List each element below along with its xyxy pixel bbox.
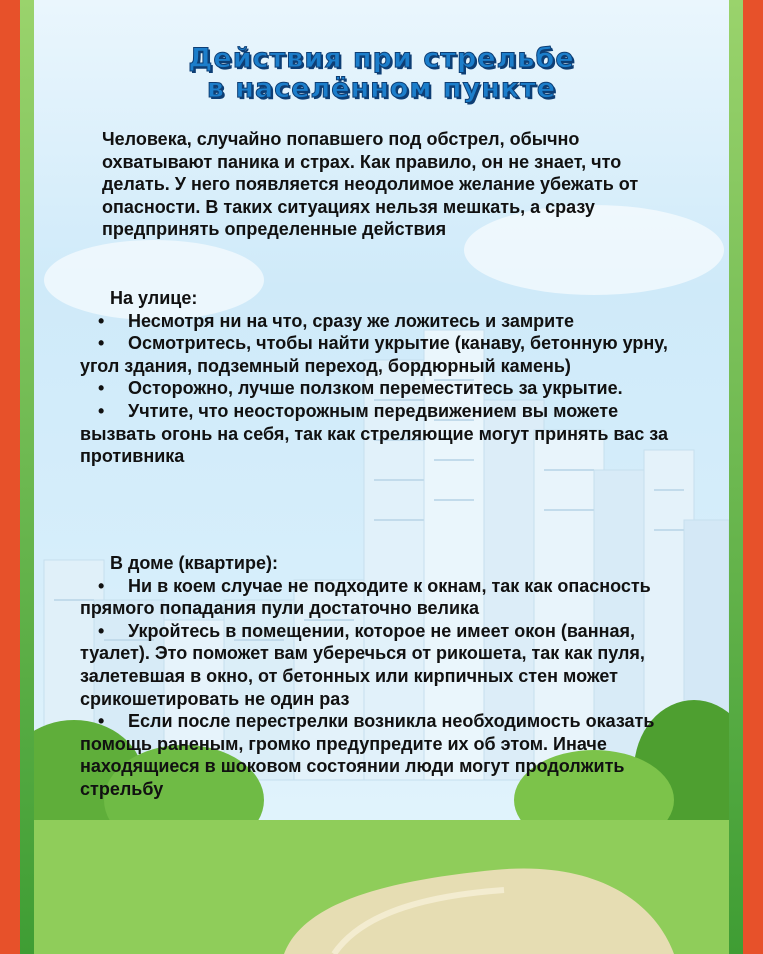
home-bullet-item bbox=[80, 620, 690, 710]
poster-title-line-1: Действия при стрельбе bbox=[188, 43, 575, 74]
bullet-icon: • bbox=[98, 378, 105, 399]
home-section bbox=[80, 552, 690, 801]
home-heading: В доме (квартире): bbox=[110, 553, 278, 573]
frame-right-green-stripe bbox=[729, 0, 743, 954]
street-bullet-text: Осмотритесь, чтобы найти укрытие (канаву, бетонную урну, угол здания, подземный переход, бордюрный камень) bbox=[80, 333, 668, 376]
street-bullet-text: Несмотря ни на что, сразу же ложитесь и замрите bbox=[128, 310, 575, 331]
street-bullet-text: Осторожно, лучше ползком переместитесь за укрытие. bbox=[128, 378, 623, 399]
street-section bbox=[80, 287, 690, 468]
street-bullet-text: Учтите, что неосторожным передвижением вы можете вызвать огонь на себя, так как стреляющие могут принять вас за противника bbox=[80, 400, 668, 467]
street-bullet-item bbox=[80, 310, 690, 333]
street-bullet-item bbox=[80, 400, 690, 468]
poster bbox=[34, 0, 729, 954]
bullet-icon: • bbox=[98, 711, 105, 732]
bullet-icon: • bbox=[98, 400, 105, 421]
intro-paragraph bbox=[80, 128, 690, 241]
home-bullet-text: Ни в коем случае не подходите к окнам, так как опасность прямого попадания пули достаточно велика bbox=[80, 575, 651, 619]
home-bullet-text: Укройтесь в помещении, которое не имеет окон (ванная, туалет). Это поможет вам уберечься от рикошета, так как пуля, залетевшая в окно, от бетонных или кирпичных стен может срикошетировать не один раз bbox=[80, 620, 645, 709]
poster-title-line-2: в населённом пункте bbox=[206, 73, 557, 104]
street-bullet-item bbox=[80, 377, 690, 400]
street-heading: На улице: bbox=[110, 288, 198, 308]
frame-left-green-stripe bbox=[20, 0, 34, 954]
street-bullet-item bbox=[80, 332, 690, 377]
home-bullet-item bbox=[80, 575, 690, 620]
frame-right-orange-stripe bbox=[743, 0, 763, 954]
bullet-icon: • bbox=[98, 575, 105, 596]
bullet-icon: • bbox=[98, 620, 105, 641]
frame-left-orange-stripe bbox=[0, 0, 20, 954]
bullet-icon: • bbox=[98, 333, 105, 354]
home-bullet-item bbox=[80, 710, 690, 800]
bullet-icon: • bbox=[98, 310, 105, 331]
intro-text: Человека, случайно попавшего под обстрел, обычно охватывают паника и страх. Как правило, он не знает, что делать. У него появляется неодолимое желание убежать от опасности. В таких ситуациях нельзя мешкать, а сразу предпринять определенные действия bbox=[102, 129, 639, 240]
home-bullet-text: Если после перестрелки возникла необходимость оказать помощь раненым, громко предупредите их об этом. Иначе находящиеся в шоковом состоянии люди могут продолжить стрельбу bbox=[80, 711, 655, 799]
